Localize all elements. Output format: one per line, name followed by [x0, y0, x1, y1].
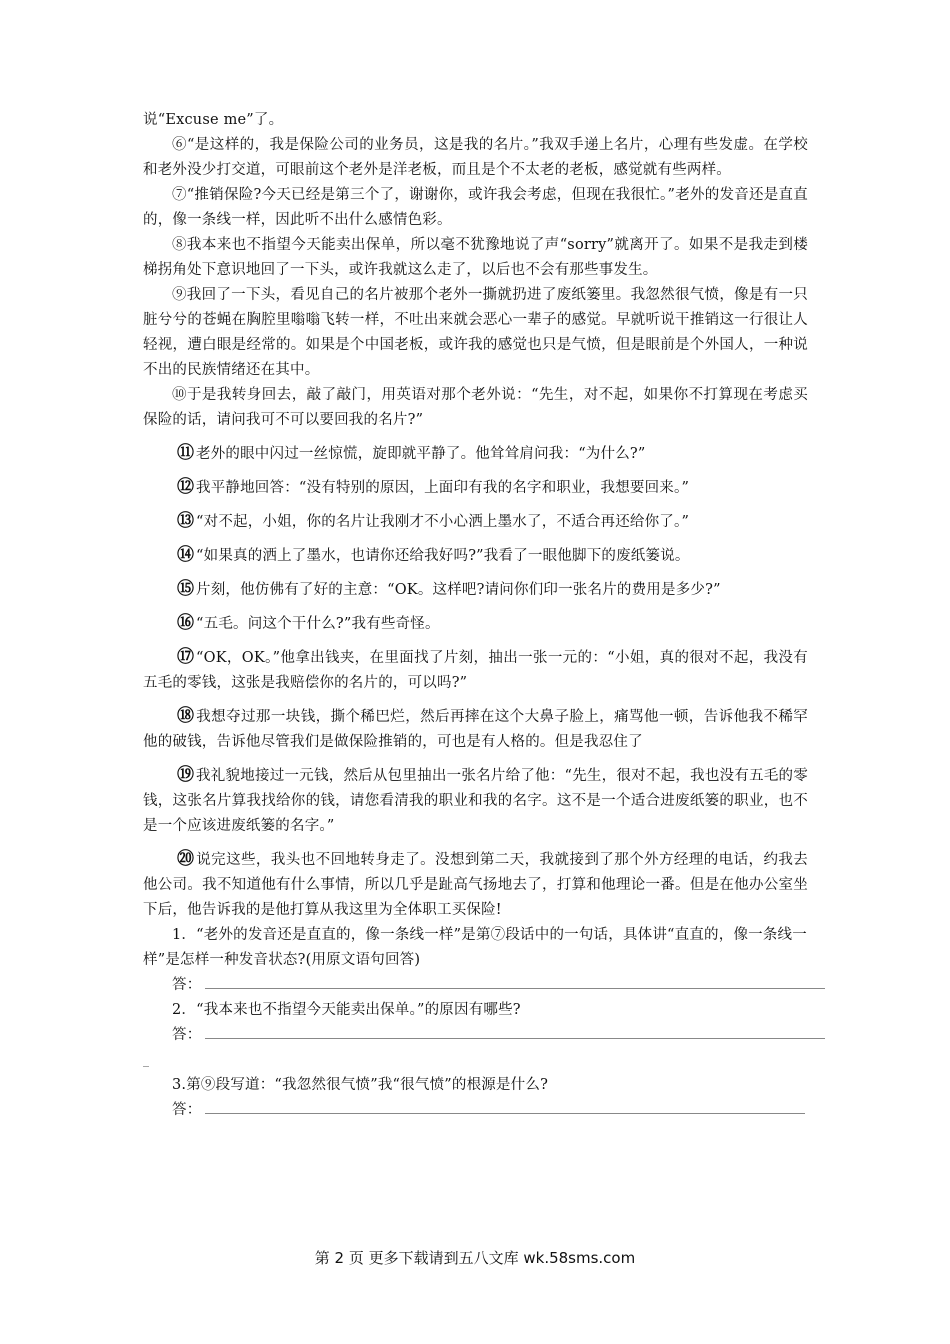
paragraph-number: ⑬ — [177, 511, 194, 531]
paragraph-10: ⑩于是我转身回去，敲了敲门，用英语对那个老外说：“先生，对不起，如果你不打算现在考虑买保险的话，请问我可不可以要回我的名片?” — [143, 387, 808, 428]
paragraph-9: ⑨我回了一下头，看见自己的名片被那个老外一撕就扔进了废纸篓里。我忽然很气愤，像是有一只脏兮兮的苍蝇在胸腔里嗡嗡飞转一样，不吐出来就会恶心一辈子的感觉。早就听说干推销这一行很让人轻视，遭白眼是经常的。如果是个中国老板，或许我的感觉也只是气愤，但是眼前是个外国人，一种说不出的民族情绪还在其中。 — [143, 287, 808, 378]
paragraph-number: ⑭ — [177, 545, 194, 565]
paragraph-text: 说完这些，我头也不回地转身走了。没想到第二天，我就接到了那个外方经理的电话，约我去他公司。我不知道他有什么事情，所以几乎是趾高气扬地去了，打算和他理论一番。但是在他办公室坐下后，他告诉我的是他打算从我这里为全体职工买保险! — [143, 852, 808, 918]
question-3: 3.第⑨段写道：“我忽然很气愤”我“很气愤”的根源是什么? — [172, 1077, 549, 1093]
question-2: 2．“我本来也不指望今天能卖出保单。”的原因有哪些? — [172, 1002, 521, 1018]
answer-line[interactable] — [205, 1024, 825, 1039]
answer-row-3 — [143, 1098, 808, 1123]
answer-line[interactable] — [205, 1099, 805, 1114]
paragraph-number: ⑪ — [177, 443, 194, 463]
article-body — [143, 108, 808, 1123]
paragraph-15 — [143, 577, 808, 603]
paragraph-number: ⑮ — [177, 579, 194, 599]
answer-line[interactable] — [205, 974, 825, 989]
paragraph-20 — [143, 847, 808, 923]
paragraph-number: ⑳ — [177, 849, 194, 869]
answer-row-2 — [143, 1023, 808, 1048]
paragraph-number: ⑰ — [177, 647, 194, 667]
paragraph-12 — [143, 475, 808, 501]
answer-label: 答： — [172, 1102, 202, 1118]
paragraph-14 — [143, 543, 808, 569]
paragraph-18 — [143, 704, 808, 755]
paragraph-text: 我想夺过那一块钱，撕个稀巴烂，然后再摔在这个大鼻子脸上，痛骂他一顿，告诉他我不稀罕他的破钱，告诉他尽管我们是做保险推销的，可也是有人格的。但是我忍住了 — [143, 709, 808, 750]
paragraph-text: 我平静地回答：“没有特别的原因，上面印有我的名字和职业，我想要回来。” — [196, 480, 690, 496]
paragraph-8: ⑧我本来也不指望今天能卖出保单，所以毫不犹豫地说了声“sorry”就离开了。如果不是我走到楼梯拐角处下意识地回了一下头，或许我就这么走了，以后也不会有那些事发生。 — [143, 237, 808, 278]
paragraph-number: ⑫ — [177, 477, 194, 497]
paragraph-11 — [143, 441, 808, 467]
paragraph-number: ⑯ — [177, 613, 194, 633]
paragraph-17 — [143, 645, 808, 696]
paragraph-text: “对不起，小姐，你的名片让我刚才不小心洒上墨水了，不适合再还给你了。” — [196, 514, 690, 530]
paragraph-7: ⑦“推销保险?今天已经是第三个了，谢谢你，或许我会考虑，但现在我很忙。”老外的发音还是直直的，像一条线一样，因此听不出什么感情色彩。 — [143, 187, 808, 228]
paragraph-number: ⑱ — [177, 706, 194, 726]
question-1: 1．“老外的发音还是直直的，像一条线一样”是第⑦段话中的一句话，具体讲“直直的，像一条线一样”是怎样一种发音状态?(用原文语句回答) — [143, 927, 807, 968]
paragraph-text: 我礼貌地接过一元钱，然后从包里抽出一张名片给了他：“先生，很对不起，我也没有五毛的零钱，这张名片算我找给你的钱，请您看清我的职业和我的名字。这不是一个适合进废纸篓的职业，也不是一个应该进废纸篓的名字。” — [143, 768, 808, 834]
paragraph-text: “五毛。问这个干什么?”我有些奇怪。 — [196, 616, 440, 632]
paragraph-continuation: 说“Excuse me”了。 — [143, 112, 284, 128]
paragraph-text: 片刻，他仿佛有了好的主意：“OK。这样吧?请问你们印一张名片的费用是多少?” — [196, 582, 721, 598]
paragraph-text: “OK，OK。”他拿出钱夹，在里面找了片刻，抽出一张一元的：“小姐，真的很对不起，我没有五毛的零钱，这张是我赔偿你的名片的，可以吗?” — [143, 650, 808, 691]
paragraph-text: “如果真的洒上了墨水，也请你还给我好吗?”我看了一眼他脚下的废纸篓说。 — [196, 548, 690, 564]
answer-stub: _ — [143, 1053, 150, 1067]
paragraph-6: ⑥“是这样的，我是保险公司的业务员，这是我的名片。”我双手递上名片，心理有些发虚。在学校和老外没少打交道，可眼前这个老外是洋老板，而且是个不太老的老板，感觉就有些两样。 — [143, 137, 808, 178]
answer-label: 答： — [172, 977, 202, 993]
paragraph-19 — [143, 763, 808, 839]
page-footer: 第 2 页 更多下载请到五八文库 wk.58sms.com — [314, 1249, 636, 1267]
paragraph-16 — [143, 611, 808, 637]
answer-label: 答： — [172, 1027, 202, 1043]
paragraph-13 — [143, 509, 808, 535]
paragraph-number: ⑲ — [177, 765, 194, 785]
paragraph-text: 老外的眼中闪过一丝惊慌，旋即就平静了。他耸耸肩问我：“为什么?” — [196, 446, 646, 462]
answer-row-1 — [143, 973, 808, 998]
